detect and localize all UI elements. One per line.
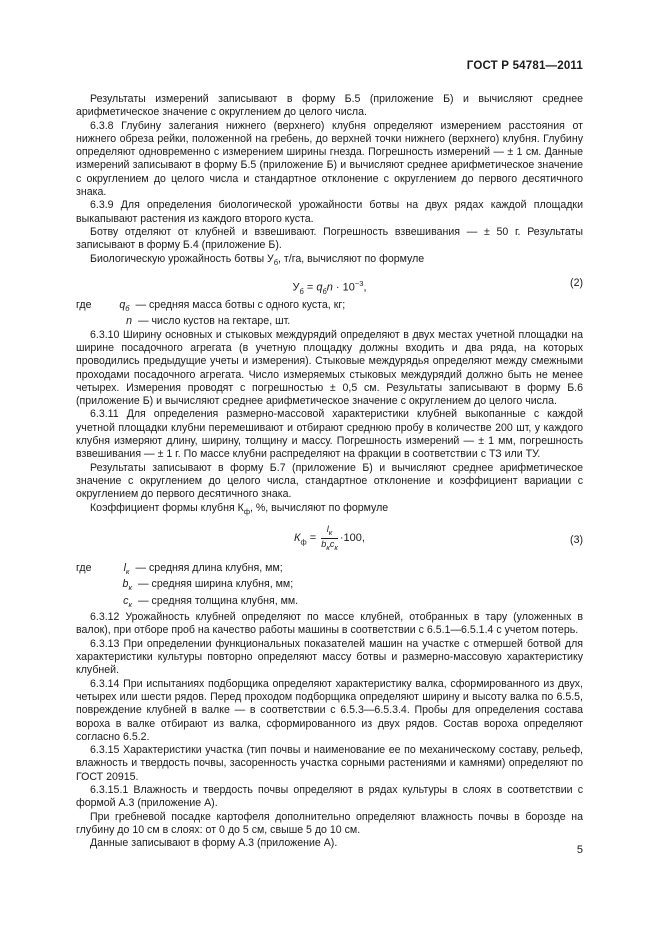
paragraph: При гребневой посадке картофеля дополнительно определяют влажность почвы в борозде на глубину до 10 см в слоях: от 0 до 5 см, свыше 5 до 10 см. (76, 810, 583, 836)
paragraph-6-3-15: 6.3.15 Характеристики участка (тип почвы и наименование ее по механическому составу, рельеф, влажность и твердость почвы, засоренность участка сорными растениями и камнями) определяют по ГОСТ 20915. (76, 744, 583, 783)
paragraph (76, 253, 583, 269)
where-block-2 (76, 299, 583, 329)
text: Коэффициент формы клубня К (90, 501, 244, 514)
paragraph-6-3-9: 6.3.9 Для определения биологической урожайности ботвы на двух рядах каждой площадки выкапывают растения из каждого второго куста. (76, 199, 583, 225)
where-symbol: $c_к$ (123, 594, 132, 609)
where-symbol: $b_к$ (122, 578, 132, 593)
where-symbol: $q_б$ (119, 298, 130, 314)
formula-lhs: У (292, 281, 300, 294)
formula-expression (76, 277, 583, 298)
paragraph-6-3-15-1: 6.3.15.1 Влажность и твердость почвы определяют в рядах культуры в слоях в соответствии с формой А.3 (приложение А). (76, 784, 583, 810)
formula-tail: , (363, 281, 367, 294)
subscript: ф (243, 506, 250, 516)
where-line (76, 595, 583, 611)
paragraph-6-3-11: 6.3.11 Для определения размерно-массовой характеристики клубней выкопанные с каждой учетной площадки клубни перемешивают и отбирают среднюю пробу в количестве 200 шт, у каждого клубня измеряют длину, ширину, толщину и массу. Погрешность измерений — ± 1 мм, погрешность взвешивания — ± 1 г. По массе клубни распределяют на фракции в соответствии с ТЗ или ТУ. (76, 408, 583, 461)
paragraph: Результаты измерений записывают в форму Б.5 (приложение Б) и вычисляют среднее арифметическое значение с округлением до целого числа. (76, 93, 583, 119)
text: Биологическую урожайность ботвы У (90, 252, 274, 265)
exponent: −3 (354, 278, 364, 288)
formula-number: (2) (570, 276, 583, 289)
formula-lhs: К (294, 532, 301, 545)
formula-var: n (326, 281, 333, 294)
where-text: — средняя масса ботвы с одного куста, кг; (135, 298, 346, 311)
where-text: — число кустов на гектаре, шт. (138, 315, 291, 328)
formula-rest: · 10 (332, 281, 355, 294)
page-number: 5 (576, 844, 583, 856)
paragraph: Результаты записывают в форму Б.7 (приложение Б) и вычисляют среднее арифметическое значение с округлением до целого числа, стандартное отклонение и коэффициент вариации с округлением до первого десятичного знака. (76, 461, 583, 501)
where-line (76, 315, 583, 328)
formula-2 (76, 269, 583, 299)
paragraph-6-3-8: 6.3.8 Глубину залегания нижнего (верхнего) клубня определяют измерением расстояния от нижнего обреза рейки, положенной на гребень, до верхней точки нижнего (верхнего) клубня. Глубину определяют одновременно с измерением ширины гнезда. Погрешность измерений — ± 1 см. Данные измерений записывают в форму Б.5 (приложение Б) и вычисляют среднее арифметическое значение с округлением до целого числа и стандартное отклонение с округлением до первого десятичного знака. (76, 119, 583, 199)
paragraph-6-3-12: 6.3.12 Урожайность клубней определяют по массе клубней, отобранных в тару (уложенных в валок), при отборе проб на качество работы машины в соответствии с 6.5.1—6.5.1.4 с учетом потерь. (76, 611, 583, 637)
where-line (76, 562, 583, 578)
paragraph (76, 502, 583, 518)
paragraph-6-3-14: 6.3.14 При испытаниях подборщика определяют характеристику валка, сформированного из двух, четырех или шести рядов. Перед проходом подборщика определяют ширину и высоту валка по 6.5.5, повреждение клубней в валке — в соответствии с 6.5.3—6.5.3.4. Пробы для определения состава вороха в валке отбирают из валка, сформированного из двух рядов. Состав вороха определяют согласно 6.5.2. (76, 677, 583, 743)
where-label: где (76, 298, 92, 311)
where-text: — средняя ширина клубня, мм; (138, 578, 294, 591)
formula-rest: ·100, (339, 532, 365, 545)
equals: = (303, 281, 317, 294)
where-label: где (76, 561, 92, 574)
formula-3 (76, 518, 583, 562)
where-text: — средняя длина клубня, мм; (135, 561, 283, 574)
document-header: ГОСТ Р 54781—2011 (466, 60, 583, 72)
paragraph-6-3-13: 6.3.13 При определении функциональных показателей машин на участке с отмершей ботвой для характеристики культуры повторно определяют массу ботвы и размерно-массовую характеристику клубней. (76, 637, 583, 677)
paragraph-6-3-10: 6.3.10 Ширину основных и стыковых междурядий определяют в двух местах учетной площадки на ширине посадочного агрегата (в учетную площадку должны входить и два ряда, на которых проводились предыдущие учеты и измерения). Стыковые междурядья определяют между смежными проходами посадочного агрегата. Число измеряемых стыковых междурядий должно быть не менее четырех. Измерения проводят с погрешностью ± 0,5 см. Результаты записывают в форму Б.6 (приложение Б) и вычисляют среднее арифметическое значение с округлением до целого числа. (76, 328, 583, 408)
fraction-numerator: $l_к$ (321, 524, 338, 539)
subscript: ф (300, 537, 307, 547)
document-body (76, 93, 583, 851)
where-line (76, 578, 583, 594)
formula-var: q (316, 281, 323, 294)
fraction-denominator: $b_кc_к$ (321, 538, 338, 552)
text: , т/га, вычисляют по формуле (278, 252, 425, 265)
formula-expression (76, 524, 583, 553)
paragraph: Ботву отделяют от клубней и взвешивают. Погрешность взвешивания — ± 50 г. Результаты записывают в форму Б.4 (приложение Б). (76, 225, 583, 252)
where-text: — средняя толщина клубня, мм. (138, 594, 299, 607)
formula-number: (3) (570, 533, 583, 546)
paragraph: Данные записывают в форму А.3 (приложение А). (90, 837, 338, 850)
where-symbol: $l_к$ (123, 561, 130, 577)
where-symbol: n (126, 315, 132, 328)
subscript: б (299, 286, 304, 296)
fraction (321, 524, 338, 553)
where-line (76, 299, 583, 315)
text: , %, вычисляют по формуле (249, 501, 389, 514)
subscript: б (273, 257, 279, 267)
subscript: б (322, 286, 327, 296)
equals: = (306, 532, 320, 545)
where-block-3 (76, 562, 583, 611)
